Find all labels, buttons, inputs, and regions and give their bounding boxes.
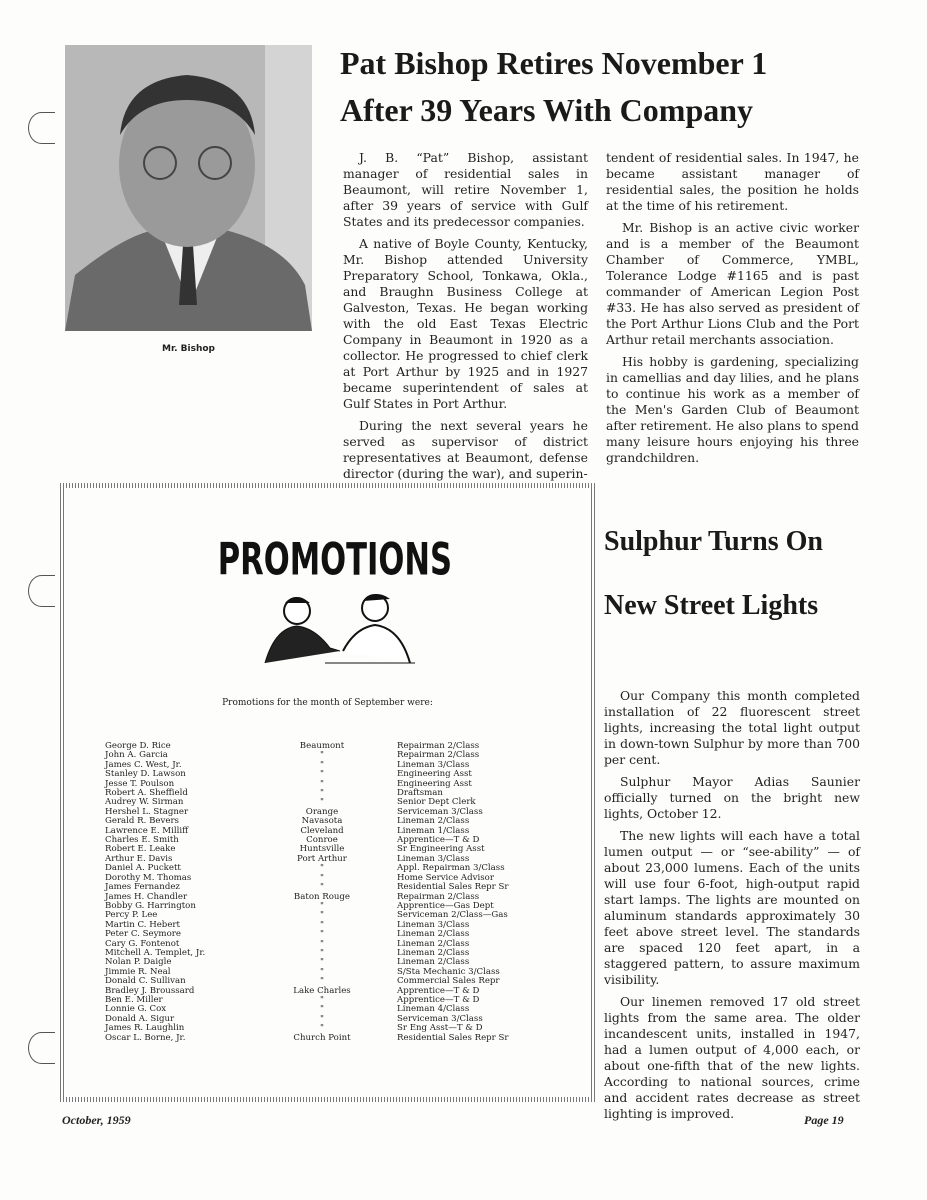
promotion-name: Arthur E. Davis bbox=[105, 853, 173, 864]
promotion-position: Lineman 1/Class bbox=[396, 825, 470, 836]
promotion-location: Baton Rouge bbox=[293, 891, 351, 902]
promotion-name: Robert A. Sheffield bbox=[105, 788, 188, 799]
promotion-location: Port Arthur bbox=[297, 853, 347, 864]
article-column bbox=[606, 150, 859, 472]
promotion-name: James Fernandez bbox=[105, 882, 180, 893]
promotion-position: Lineman 2/Class bbox=[396, 938, 470, 949]
promotion-location: Cleveland bbox=[300, 825, 344, 836]
binder-hole bbox=[28, 575, 55, 607]
promotion-position: Lineman 3/Class bbox=[396, 853, 470, 864]
promotion-location: " bbox=[320, 929, 324, 940]
promotion-position: Serviceman 3/Class bbox=[396, 1013, 483, 1024]
promotion-name: Ben E. Miller bbox=[105, 994, 163, 1005]
promotion-location: " bbox=[320, 976, 324, 987]
promotions-intro: Promotions for the month of September were: bbox=[222, 698, 433, 708]
promotion-location: Orange bbox=[305, 806, 339, 817]
promotion-name: Dorothy M. Thomas bbox=[105, 872, 192, 883]
paragraph: During the next several years he served as supervisor of district representatives at Beaumont, defense director (during the war), and superin- bbox=[343, 418, 588, 481]
promotion-name: Audrey W. Sirman bbox=[105, 797, 184, 808]
logo-text: PROMOTIONS bbox=[217, 533, 453, 586]
photo-caption: Mr. Bishop bbox=[162, 344, 215, 354]
promotion-location: Beaumont bbox=[299, 741, 345, 751]
promotion-position: Repairman 2/Class bbox=[396, 750, 480, 761]
promotion-name: Donald A. Sigur bbox=[105, 1013, 175, 1024]
promotion-position: Lineman 3/Class bbox=[396, 919, 470, 930]
headline-line: Pat Bishop Retires November 1 bbox=[340, 45, 768, 81]
promotion-name: Cary G. Fontenot bbox=[105, 938, 180, 949]
promotion-name: Stanley D. Lawson bbox=[105, 769, 186, 780]
promotion-position: Lineman 4/Class bbox=[396, 1004, 470, 1015]
promotion-name: James R. Laughlin bbox=[105, 1023, 185, 1034]
promotion-position: Serviceman 2/Class—Gas bbox=[396, 910, 508, 921]
promotion-name: Hershel L. Stagner bbox=[105, 806, 189, 817]
paragraph: The new lights will each have a total lumen output — or “see-ability” — of about 23,000 lumens. Each of the units will use four 6-foot, high-output rapid start lamps. The lights are mounted on aluminum standards approximately 30 feet above street level. The standards are spaced 120 feet apart, in a staggered pattern, to assure maximum visibility. bbox=[604, 828, 860, 987]
promotion-position: Sr Engineering Asst bbox=[396, 844, 485, 855]
promotion-position: Appl. Repairman 3/Class bbox=[396, 863, 505, 874]
promotion-position: Senior Dept Clerk bbox=[396, 797, 476, 808]
paragraph: A native of Boyle County, Kentucky, Mr. Bishop attended University Preparatory School, Tonkawa, Okla., and Braughn Business College at Galveston, Texas. He began working with the old East Texas Electric Company in Beaumont in 1920 as a collector. He progressed to chief clerk at Port Arthur by 1925 and in 1927 became superintendent of sales at Gulf States in Port Arthur. bbox=[343, 236, 588, 411]
promotion-position: Residential Sales Repr Sr bbox=[396, 1032, 509, 1043]
promotion-name: Peter C. Seymore bbox=[105, 929, 181, 940]
promotion-position: Residential Sales Repr Sr bbox=[396, 882, 509, 893]
promotion-location: " bbox=[320, 872, 324, 883]
promotion-location: Lake Charles bbox=[293, 985, 351, 996]
promotion-name: Oscar L. Borne, Jr. bbox=[105, 1032, 186, 1043]
promotion-position: Lineman 2/Class bbox=[396, 816, 470, 827]
promotion-name: Bobby G. Harrington bbox=[105, 900, 196, 911]
article-column bbox=[604, 688, 860, 1128]
promotion-row bbox=[105, 742, 555, 751]
promotion-location: Church Point bbox=[293, 1032, 351, 1043]
paragraph: tendent of residential sales. In 1947, he became assistant manager of residential sales, the position he holds at the time of his retirement. bbox=[606, 150, 859, 213]
headline-bishop bbox=[340, 40, 820, 134]
promotion-position: Draftsman bbox=[396, 788, 443, 799]
bishop-portrait-photo bbox=[65, 45, 312, 331]
promotion-location: " bbox=[320, 957, 324, 968]
promotion-location: Huntsville bbox=[299, 844, 345, 855]
promotion-name: George D. Rice bbox=[105, 741, 171, 751]
promotion-location: " bbox=[320, 797, 324, 808]
promotion-position: Lineman 2/Class bbox=[396, 929, 470, 940]
promotion-position: Engineering Asst bbox=[396, 769, 472, 780]
promotion-name: Bradley J. Broussard bbox=[105, 985, 195, 996]
promotion-location: " bbox=[320, 966, 324, 977]
promotion-location: " bbox=[320, 750, 324, 761]
promotion-position: Repairman 2/Class bbox=[396, 741, 480, 751]
paragraph: Mr. Bishop is an active civic worker and is a member of the Beaumont Chamber of Commerce, YMBL, Tolerance Lodge #1165 and is past commander of American Legion Post #33. He has also served as president of the Port Arthur Lions Club and the Port Arthur retail merchants association. bbox=[606, 220, 859, 347]
promotion-location: " bbox=[320, 919, 324, 930]
promotion-position: Apprentice—T & D bbox=[396, 985, 480, 996]
promotion-location: " bbox=[320, 863, 324, 874]
promotion-name: Jesse T. Poulson bbox=[105, 778, 175, 789]
promotion-position: Repairman 2/Class bbox=[396, 891, 480, 902]
promotion-name: Gerald R. Bevers bbox=[105, 816, 179, 827]
promotion-position: Apprentice—T & D bbox=[396, 835, 480, 846]
paragraph: Our linemen removed 17 old street lights from the same area. The older incandescent units, installed in 1947, had a lumen output of 4,000 each, or about one-fifth that of the new lights. According to national sources, crime and accident rates decrease as street lighting is improved. bbox=[604, 994, 860, 1121]
promotion-name: Jimmie R. Neal bbox=[105, 966, 171, 977]
promotion-location: " bbox=[320, 910, 324, 921]
promotion-location: " bbox=[320, 882, 324, 893]
promotion-name: Lonnie G. Cox bbox=[105, 1004, 167, 1015]
paragraph: Our Company this month completed installation of 22 fluorescent street lights, increasing the total light output in down-town Sulphur by more than 700 per cent. bbox=[604, 688, 860, 767]
article-column bbox=[343, 150, 588, 488]
footer-date: October, 1959 bbox=[62, 1113, 131, 1127]
promotions-box bbox=[60, 483, 595, 1102]
paragraph: J. B. “Pat” Bishop, assistant manager of residential sales in Beaumont, will retire November 1, after 39 years of service with Gulf States and its predecessor companies. bbox=[343, 150, 588, 229]
promotions-table bbox=[105, 742, 555, 1043]
paragraph: His hobby is gardening, specializing in camellias and day lilies, and he plans to continue his work as a member of the Men's Garden Club of Beaumont after retirement. He also plans to spend many leisure hours enjoying his three grandchildren. bbox=[606, 354, 859, 465]
promotion-location: " bbox=[320, 900, 324, 911]
promotion-name: James C. West, Jr. bbox=[105, 759, 182, 770]
promotion-name: Robert E. Leake bbox=[105, 844, 176, 855]
promotion-name: Martin C. Hebert bbox=[105, 919, 180, 930]
promotion-position: Engineering Asst bbox=[396, 778, 472, 789]
promotion-position: Apprentice—T & D bbox=[396, 994, 480, 1005]
promotion-row bbox=[105, 996, 555, 1005]
promotion-position: Serviceman 3/Class bbox=[396, 806, 483, 817]
promotion-location: " bbox=[320, 788, 324, 799]
promotion-location: " bbox=[320, 769, 324, 780]
promotion-location: " bbox=[320, 1004, 324, 1015]
promotion-position: Lineman 2/Class bbox=[396, 947, 470, 958]
promotion-location: " bbox=[320, 778, 324, 789]
promotion-name: Mitchell A. Templet, Jr. bbox=[105, 947, 206, 958]
paragraph: Sulphur Mayor Adias Saunier officially turned on the bright new lights, October 12. bbox=[604, 774, 860, 821]
promotion-location: " bbox=[320, 938, 324, 949]
promotion-name: Nolan P. Daigle bbox=[105, 957, 172, 968]
promotion-name: Lawrence E. Milliff bbox=[105, 825, 189, 836]
promotion-location: " bbox=[320, 759, 324, 770]
promotion-location: " bbox=[320, 994, 324, 1005]
promotion-row bbox=[105, 987, 555, 996]
promotion-position: S/Sta Mechanic 3/Class bbox=[396, 966, 500, 977]
headline-line: After 39 Years With Company bbox=[340, 92, 754, 128]
binder-hole bbox=[28, 112, 55, 144]
promotion-name: Daniel A. Puckett bbox=[105, 863, 181, 874]
promotion-name: Percy P. Lee bbox=[105, 910, 158, 921]
promotion-location: " bbox=[320, 1013, 324, 1024]
binder-hole bbox=[28, 1032, 55, 1064]
promotion-location: " bbox=[320, 947, 324, 958]
headline-sulphur bbox=[604, 510, 874, 638]
promotion-position: Lineman 2/Class bbox=[396, 957, 470, 968]
promotion-position: Sr Eng Asst—T & D bbox=[396, 1023, 483, 1034]
promotion-position: Lineman 3/Class bbox=[396, 759, 470, 770]
promotion-name: James H. Chandler bbox=[105, 891, 188, 902]
promotion-position: Home Service Advisor bbox=[396, 872, 494, 883]
promotions-logo-illustration bbox=[217, 533, 453, 673]
promotion-name: Donald C. Sullivan bbox=[105, 976, 186, 987]
promotion-position: Apprentice—Gas Dept bbox=[396, 900, 494, 911]
promotion-row bbox=[105, 949, 555, 958]
footer-page-number: Page 19 bbox=[804, 1113, 844, 1127]
promotion-row bbox=[105, 1034, 555, 1043]
promotion-location: " bbox=[320, 1023, 324, 1034]
promotion-location: Navasota bbox=[301, 816, 343, 827]
promotion-location: Conroe bbox=[306, 835, 338, 846]
promotion-position: Commercial Sales Repr bbox=[396, 976, 500, 987]
headline-line: New Street Lights bbox=[604, 590, 819, 621]
promotion-name: John A. Garcia bbox=[105, 750, 168, 761]
headline-line: Sulphur Turns On bbox=[604, 526, 823, 557]
promotion-name: Charles E. Smith bbox=[105, 835, 179, 846]
